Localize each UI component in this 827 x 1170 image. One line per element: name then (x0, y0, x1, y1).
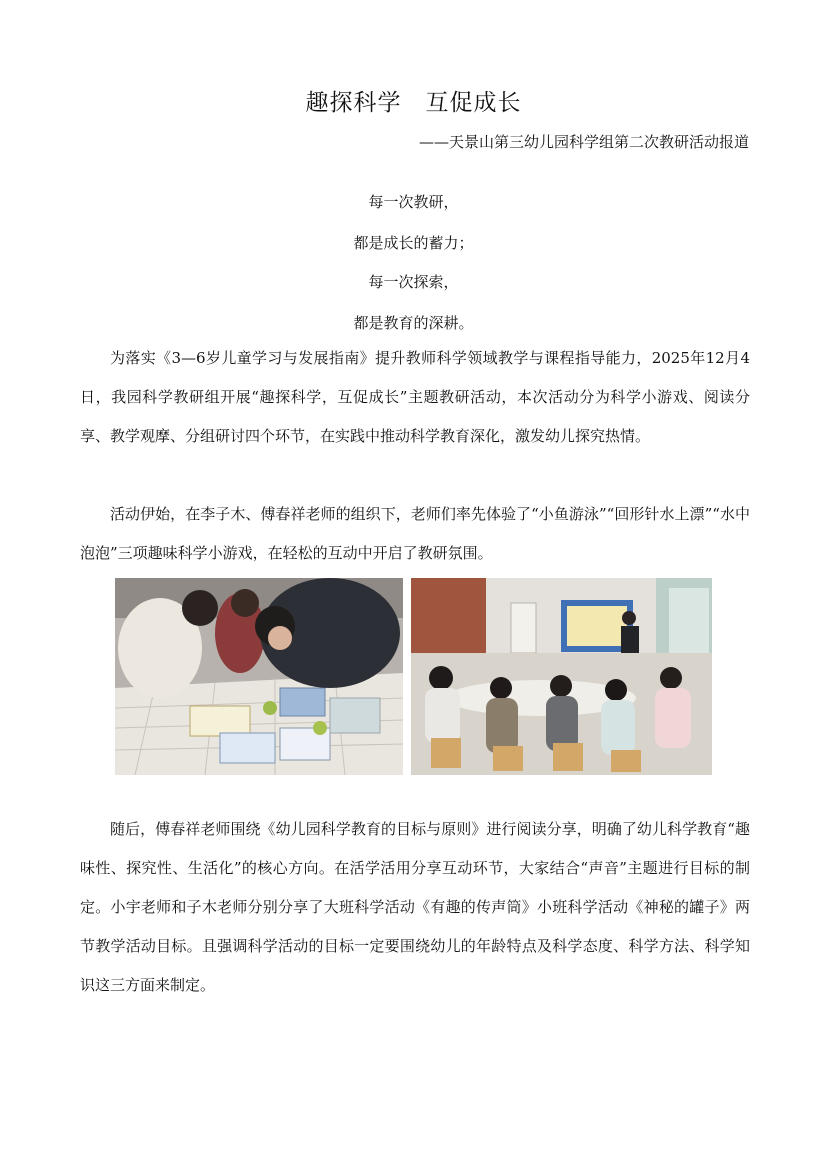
page-title: 趣探科学 互促成长 (305, 90, 522, 116)
paragraph-games: 活动伊始，在李子木、傅春祥老师的组织下，老师们率先体验了“小鱼游泳”“回形针水上漂”“水中泡泡”三项趣味科学小游戏，在轻松的互动中开启了教研氛围。 (80, 505, 750, 562)
paragraph-reading-share: 随后，傅春祥老师围绕《幼儿园科学教育的目标与原则》进行阅读分享，明确了幼儿科学教育“趣味性、探究性、生活化”的核心方向。在活学活用分享互动环节，大家结合“声音”主题进行目标的制定。小宇老师和子木老师分别分享了大班科学活动《有趣的传声筒》小班科学活动《神秘的罐子》两节教学活动目标。且强调科学活动的目标一定要围绕幼儿的年龄特点及科学态度、科学方法、科学知识这三方面来制定。 (80, 820, 750, 994)
poem-line: 都是教育的深耕。 (353, 314, 474, 332)
classroom-reading-share-photo (411, 578, 712, 775)
paragraph-intro: 为落实《3—6岁儿童学习与发展指南》提升教师科学领域教学与课程指导能力，2025年12月4日，我园科学教研组开展“趣探科学，互促成长”主题教研活动，本次活动分为科学小游戏、阅读分享、教学观摩、分组研讨四个环节，在实践中推动科学教育深化，激发幼儿探究热情。 (80, 349, 750, 445)
poem-line: 每一次教研， (368, 193, 459, 211)
page-subtitle: ——天景山第三幼儿园科学组第二次教研活动报道 (418, 133, 749, 151)
teachers-science-game-photo (115, 578, 403, 775)
poem-line: 每一次探索， (368, 273, 459, 291)
poem-line: 都是成长的蓄力； (353, 234, 474, 252)
